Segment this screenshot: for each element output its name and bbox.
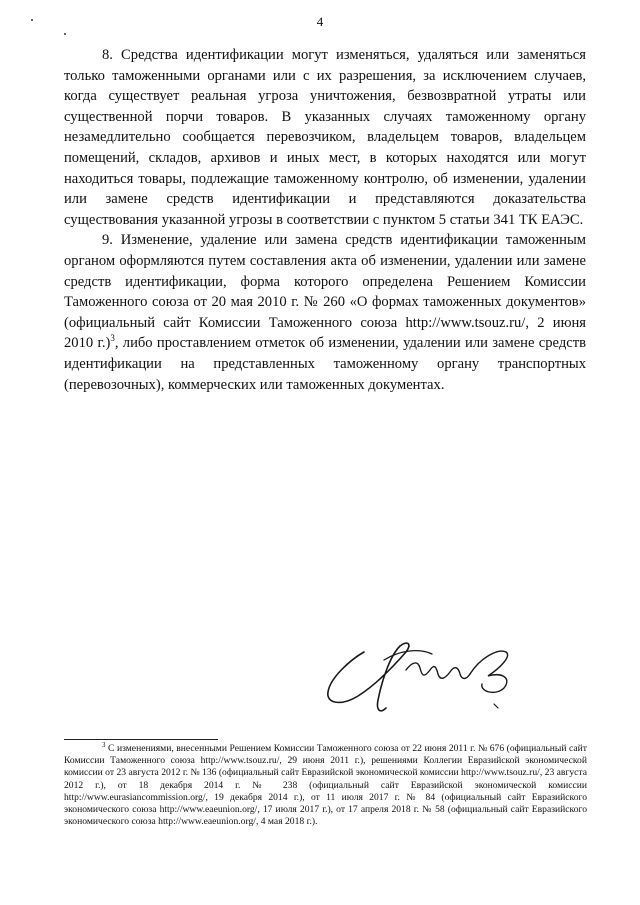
document-body [64, 45, 586, 395]
footnote-marker: 3 [102, 740, 106, 749]
footnote-3 [64, 740, 587, 828]
footnote-text: С изменениями, внесенными Решением Комиссии Таможенного союза от 22 июня 2011 г. № 676 (официальный сайт Комиссии Таможенного союза http://www.tsouz.ru/, 29 июня 2011 г.), решениями Коллегии Евразийской экономической комиссии от 23 августа 2012 г. № 136 (официальный сайт Евразийской экономической комиссии http://www.tsouz.ru/, 23 августа 2012 г.), от 18 декабря 2014 г. № 238 (официальный сайт Евразийской экономической комиссии http://www.eurasiancommission.org/, 19 декабря 2014 г.), от 11 июля 2017 г. № 84 (официальный сайт Евразийского экономического союза http://www.eaeunion.org/, 17 июля 2017 г.), от 17 апреля 2018 г. № 58 (официальный сайт Евразийского экономического союза http://www.eaeunion.org/, 4 мая 2018 г.). [64, 743, 587, 828]
paragraph-9-text-end: , либо проставлением отметок об изменении, удалении или замене средств идентификации на представленных таможенному органу транспортных (перевозочных), коммерческих или таможенных документах. [64, 335, 586, 393]
footnote-reference: 3 [110, 333, 115, 344]
page-number: 4 [316, 14, 324, 29]
scan-speck [64, 33, 66, 35]
paragraph-9-text-start: 9. Изменение, удаление или замена средств идентификации таможенным органом оформляются путем составления акта об изменении, удалении или замене средств идентификации, форма которого определена Решением Комиссии Таможенного союза от 20 мая 2010 г. № 260 «О формах таможенных документов» (официальный сайт Комиссии Таможенного союза http://www.tsouz.ru/, 2 июня 2010 г.) [64, 232, 586, 352]
paragraph-9 [64, 230, 586, 395]
footnote [64, 740, 587, 828]
footnote-separator [64, 739, 218, 740]
handwritten-signature [320, 630, 540, 720]
scan-speck [31, 19, 33, 21]
paragraph-8: 8. Средства идентификации могут изменяться, удаляться или заменяться только таможенными органами или с их разрешения, за исключением случаев, когда существует реальная угроза уничтожения, безвозвратной утраты или существенной порчи товаров. В указанных случаях таможенному органу незамедлительно сообщается перевозчиком, владельцем товаров, владельцем помещений, складов, архивов и иных мест, в которых находятся или могут находиться товары, подлежащие таможенному контролю, об изменении, удалении или замене средств идентификации и представляются доказательства существования указанной угрозы в соответствии с пунктом 5 статьи 341 ТК ЕАЭС. [64, 47, 586, 228]
